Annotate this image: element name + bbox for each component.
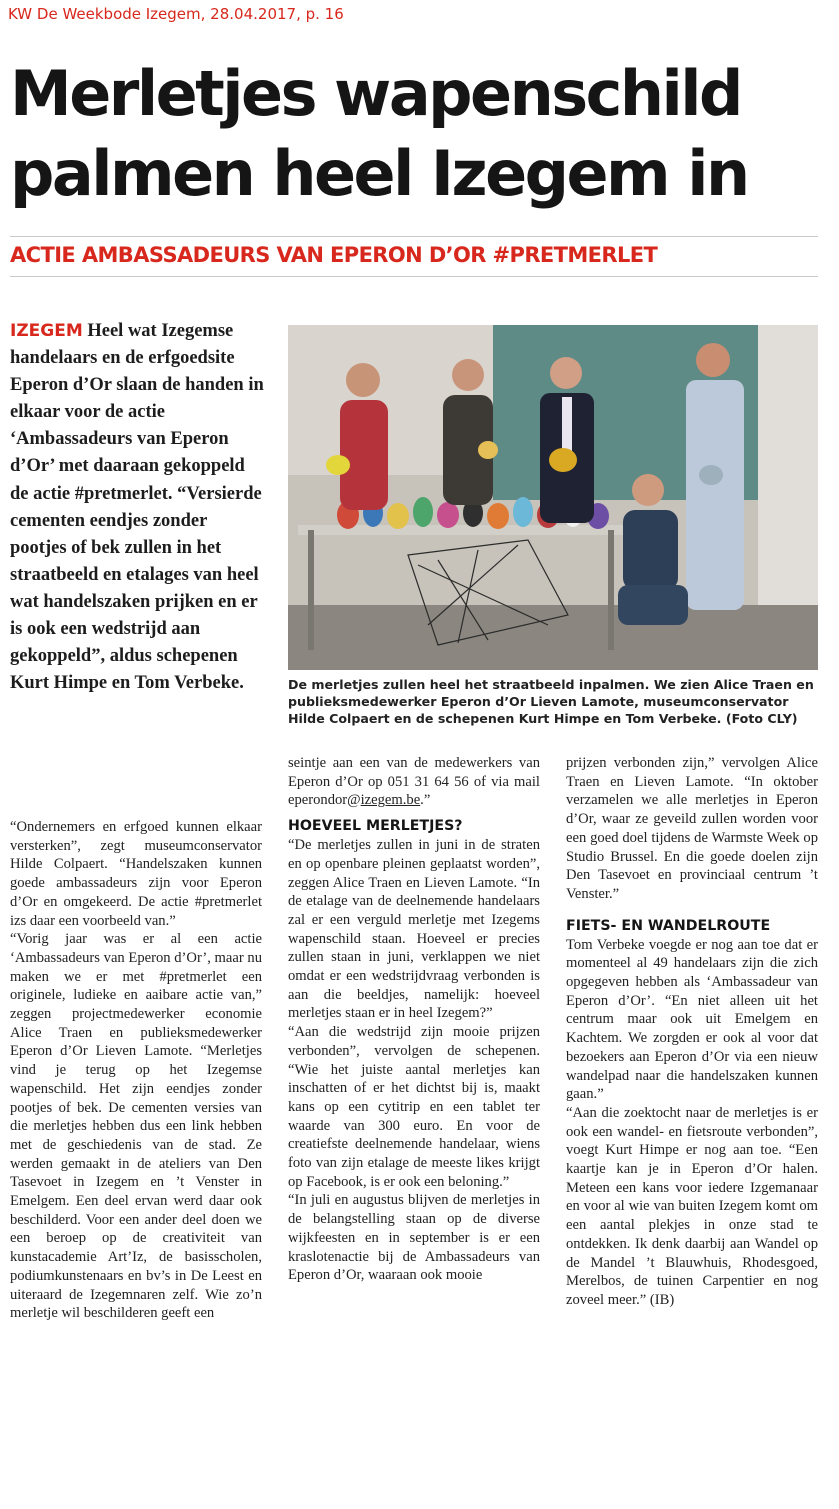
col3-paragraph-2: Tom Verbeke voegde er nog aan toe dat er momenteel al 49 handelaars zijn die zich opgegeven hebben als ‘Ambassadeur van Eperon d’Or’. “En niet alleen uit het centrum maar ook uit Emelgem en Kachtem. We zorgden er ook al voor dat bezoekers aan Eperon d’Or via een nieuw wandelpad naar die handelszaken kunnen gaan.”	[566, 936, 818, 1103]
col2-paragraph-1	[288, 754, 540, 810]
email-link[interactable]: izegem.be	[360, 792, 421, 809]
col3-paragraph-3: “Aan die zoektocht naar de merletjes is er ook een wandel- en fietsroute verbonden”, voegt Kurt Himpe er nog aan toe. “Een kaartje kan je in Eperon d’Or halen. Meteen een kans voor iedere Izgemanaar en voor al wie van buiten Izegem komt om een aantal plekjes in onze stad te ontdekken. Ik denk daarbij aan Wandel op de Mandel ’t Blauwhuis, Rhodesgoed, Merelbos, de tuinen Carpentier en nog zoveel meer.” (IB)	[566, 1104, 818, 1308]
subheading-fiets-en-wandelroute: FIETS- EN WANDELROUTE	[566, 917, 771, 934]
col2-paragraph-1-text: seintje aan een van de medewerkers van Eperon d’Or op 051 31 64 56 of via mail eperondor@	[288, 755, 540, 809]
subheading-hoeveel-merletjes: HOEVEEL MERLETJES?	[288, 818, 463, 835]
headline	[10, 54, 835, 214]
kicker-bottom-rule	[10, 276, 818, 277]
person-right	[686, 343, 744, 610]
photo-illustration	[288, 325, 818, 670]
source-line: KW De Weekbode Izegem, 28.04.2017, p. 16	[8, 5, 344, 23]
headline-line-2: palmen heel Izegem in	[10, 137, 748, 210]
col1-paragraph-2: “Vorig jaar was er al een actie ‘Ambassadeurs van Eperon d’Or’, maar nu maken we er met #pretmerlet een originele, ludieke en aaibare actie van,” zeggen projectmedewerker economie Alice Traen en publieksmedewerker Eperon d’Or Lieven Lamote. “Merletjes vind je terug op het Izegemse wapenschild. Het zijn eendjes zonder pootjes of bek. De cementen versies van die merletjes hebben dus een link hebben met de geschiedenis van de stad. Ze werden gemaakt in de ateliers van Den Tasevoet in Izegem en ’t Venster in Emelgem. Een deel ervan werd daar ook beschilderd. Voor een ander deel doen we een beroep op de creativiteit van kunstacademie Art’Iz, de basisscholen, podiumkunstenaars en bv’s in De Leest en uiteraard de Izegemnaren zelf. Wie zo’n merletje wil beschilderen geeft een	[10, 931, 262, 1322]
body-column-1	[10, 818, 262, 1323]
col2-paragraph-2: “De merletjes zullen in juni in de straten en op openbare pleinen geplaatst worden”, zeggen Alice Traen en Lieven Lamote. “In de etalage van de deelnemende handelaars zal er een verguld merletje met Izegems wapenschild staan. Hoeveel er precies zullen staan in juni, verklappen we niet omdat er een wedstrijdvraag verbonden is aan die beeldjes, namelijk: hoeveel merletjes staan er in heel Izegem?”	[288, 837, 540, 1022]
col2-paragraph-3: “Aan die wedstrijd zijn mooie prijzen verbonden”, vervolgen de schepenen. “Wie het juiste aantal merletjes kan inschatten of er het dichtst bij is, maakt kans op een cytitrip en een tablet ter waarde van 300 euro. En voor de creatiefste deelnemende handelaar, wiens foto van zijn etalage de meeste likes krijgt op Facebook, is er ook een beloning.”	[288, 1024, 540, 1190]
col3-paragraph-1: prijzen verbonden zijn,” vervolgen Alice Traen en Lieven Lamote. “In oktober verzamelen we alle merletjes in Eperon d’Or, waar ze geveild zullen worden voor een goed doel tijdens de Warmste Week op Studio Brussel. En die goede doelen zijn Den Tasevoet en provinciaal centrum ’t Venster.”	[566, 755, 818, 902]
col1-paragraph-1: “Ondernemers en erfgoed kunnen elkaar versterken”, zegt museumconservator Hilde Colpaert. “Handelszaken kunnen goede ambassadeurs zijn voor Eperon d’Or en omgekeerd. De actie #pretmerlet izs daar een voorbeeld van.”	[10, 819, 262, 929]
photo-caption: De merletjes zullen heel het straatbeeld inpalmen. We zien Alice Traen en publieksmedewerker Eperon d’Or Lieven Lamote, museumconservator Hilde Colpaert en de schepenen Kurt Himpe en Tom Verbeke. (Foto CLY)	[288, 677, 814, 726]
kicker-top-rule	[10, 236, 818, 237]
kicker: ACTIE AMBASSADEURS VAN EPERON D’OR #PRETMERLET	[10, 243, 658, 267]
article-photo	[288, 325, 818, 670]
dateline-place: IZEGEM	[10, 321, 83, 341]
body-column-3	[566, 754, 818, 1310]
lead-text: Heel wat Izegemse handelaars en de erfgoedsite Eperon d’Or slaan de handen in elkaar voor de actie ‘Ambassadeurs van Eperon d’Or’ met daaraan gekoppeld de actie #pretmerlet. “Versierde cementen eendjes zonder pootjes of bek zullen in het straatbeeld en etalages van heel wat handelszaken prijken en er is ook een wedstrijd aan gekoppeld”, aldus schepenen Kurt Himpe en Tom Verbeke.	[10, 321, 264, 694]
lead-paragraph	[10, 318, 266, 697]
col2-paragraph-4: “In juli en augustus blijven de merletjes in de belangstelling staan op de diverse wijkfeesten en in september is er een kraslotenactie bij de Ambassadeurs van Eperon d’Or, waaraan ook mooie	[288, 1192, 540, 1284]
col2-paragraph-1-end: .”	[420, 792, 431, 809]
body-column-2	[288, 754, 540, 1285]
headline-line-1: Merletjes wapenschild	[10, 57, 741, 130]
